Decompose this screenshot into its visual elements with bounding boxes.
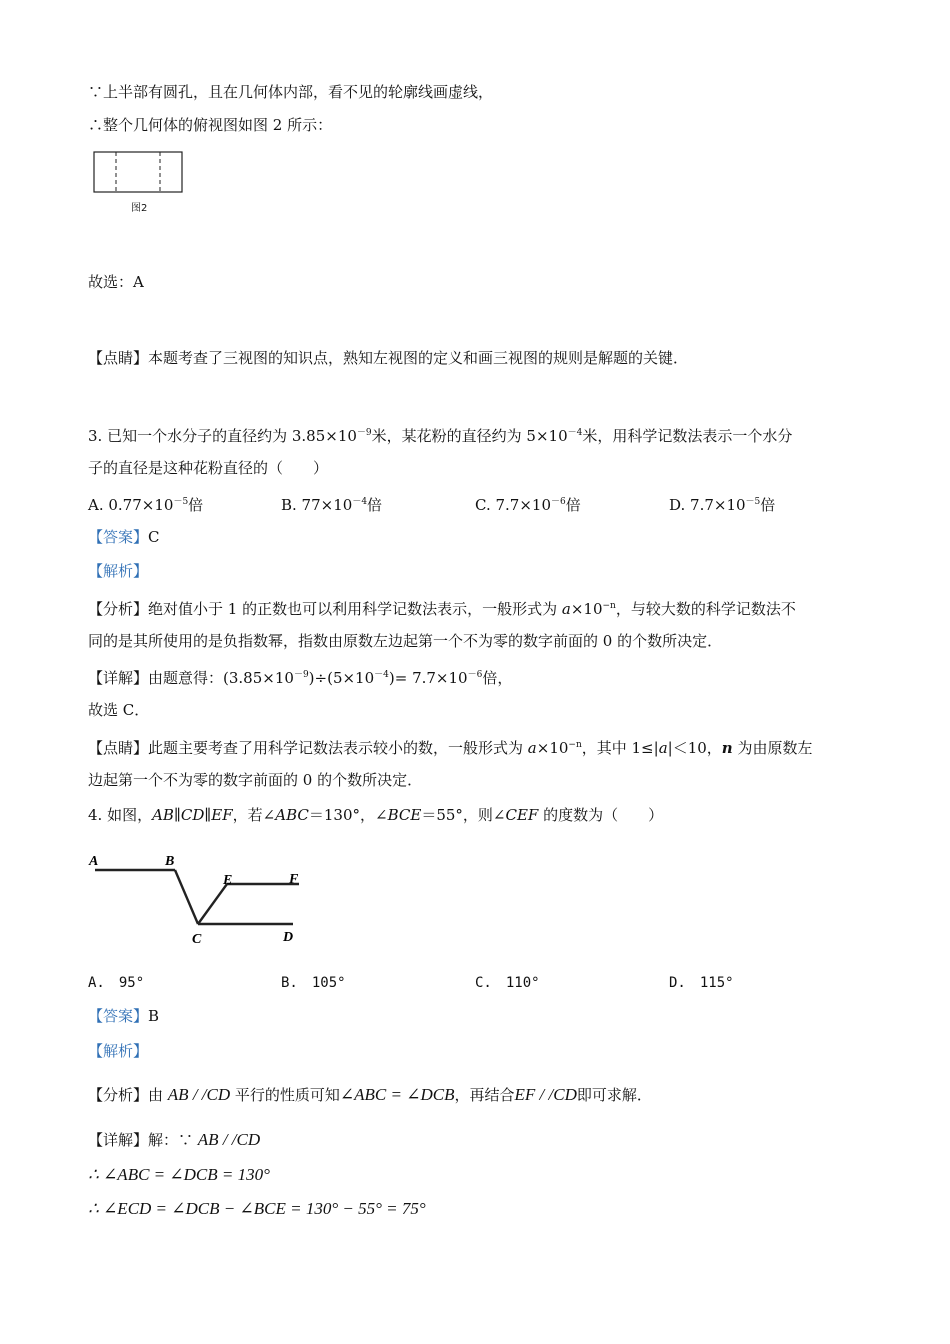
- math-var: a: [561, 600, 571, 618]
- text-span: 为由原数左: [732, 739, 813, 757]
- text-span: ，其中 1≤|: [581, 739, 659, 757]
- text-span: ×10: [570, 600, 603, 618]
- option-a: [88, 492, 203, 515]
- label-d: D: [283, 930, 294, 945]
- math-var: a: [527, 739, 537, 757]
- text-line: ∵上半部有圆孔，且在几何体内部，看不见的轮廓线画虚线，: [88, 83, 494, 101]
- label-e: E: [223, 873, 233, 888]
- exponent: －9: [356, 428, 372, 438]
- tag-analysis: 【解析】: [88, 562, 149, 580]
- tag-dianjing: 【点睛】: [88, 349, 149, 367]
- exponent: －6: [551, 497, 566, 507]
- answer-value: C: [148, 528, 160, 546]
- text-span: ，若∠: [232, 806, 276, 824]
- option-a: A. 95°: [88, 975, 145, 991]
- option-b: [281, 492, 382, 515]
- figure-parallel-lines: [85, 850, 315, 950]
- math-expr: ABC: [275, 806, 309, 824]
- analysis-line: [88, 1085, 652, 1105]
- exponent: －9: [293, 670, 309, 680]
- option-c: [475, 492, 581, 515]
- text-span: 的度数为（ ）: [538, 806, 664, 824]
- math-expr: ∠ABC = ∠DCB: [339, 1085, 455, 1104]
- text-span: 即可求解．: [576, 1086, 652, 1104]
- option-d: D. 115°: [669, 975, 734, 991]
- tag-fenxi: 【分析】: [88, 1086, 149, 1104]
- text-span: 绝对值小于 1 的正数也可以利用科学记数法表示，一般形式为: [148, 600, 562, 618]
- tag-xiangjie: 【详解】: [88, 1131, 149, 1149]
- text-line: 故选：A: [88, 273, 144, 291]
- text-span: )= 7.7×10: [388, 669, 468, 687]
- answer-line: [88, 527, 160, 547]
- exponent: －4: [374, 670, 389, 680]
- text-line: ∴整个几何体的俯视图如图 2 所示：: [88, 116, 333, 134]
- detail-line: [88, 665, 512, 688]
- exponent: −n: [602, 601, 616, 611]
- exponent: －4: [567, 428, 583, 438]
- label-b: B: [165, 854, 175, 869]
- text-span: 4. 如图，: [88, 806, 153, 824]
- math-expr: CEF: [505, 806, 539, 824]
- math-var: n: [721, 739, 733, 757]
- option-b: B. 105°: [281, 975, 346, 991]
- question-4-stem: [88, 805, 663, 825]
- text-span: ＝130°，∠: [308, 806, 388, 824]
- option-d: [669, 492, 775, 515]
- option-text: B. 77×10: [281, 496, 353, 514]
- text-span: 3. 已知一个水分子的直径约为 3.85×10: [88, 427, 357, 445]
- equation-line: ∴ ∠ECD = ∠DCB − ∠BCE = 130° − 55° = 75°: [88, 1199, 426, 1218]
- text-span: ×10: [536, 739, 569, 757]
- question-3-stem-line2: 子的直径是这种花粉直径的（ ）: [88, 459, 329, 477]
- text-span: 解：∵: [148, 1131, 198, 1149]
- text-span: ，与较大数的科学记数法不: [615, 600, 796, 618]
- tag-analysis: 【解析】: [88, 1042, 149, 1060]
- tag-fenxi: 【分析】: [88, 600, 149, 618]
- analysis-line: [88, 596, 796, 619]
- math-expr: AB∥CD∥EF: [152, 806, 233, 824]
- label-a: A: [89, 854, 99, 869]
- exponent: －5: [173, 497, 189, 507]
- option-unit: 倍: [565, 496, 581, 514]
- figure-2-top-view: [92, 150, 186, 196]
- exponent: －5: [745, 497, 761, 507]
- label-c: C: [192, 932, 202, 947]
- exponent: －6: [467, 670, 483, 680]
- text-span: 本题考查了三视图的知识点，熟知左视图的定义和画三视图的规则是解题的关键．: [148, 349, 689, 367]
- option-text: D. 7.7×10: [669, 496, 746, 514]
- text-span: 倍，: [482, 669, 513, 687]
- text-line: [88, 348, 688, 368]
- exponent: －4: [352, 497, 368, 507]
- option-c: C. 110°: [475, 975, 540, 991]
- text-span: )÷(5×10: [308, 669, 375, 687]
- text-span: |＜10，: [667, 739, 722, 757]
- option-text: C. 7.7×10: [475, 496, 551, 514]
- text-span: 由: [148, 1086, 168, 1104]
- option-unit: 倍: [760, 496, 776, 514]
- tag-xiangjie: 【详解】: [88, 669, 149, 687]
- text-line: 故选 C．: [88, 701, 150, 719]
- text-span: 此题主要考查了用科学记数法表示较小的数，一般形式为: [148, 739, 528, 757]
- option-unit: 倍: [188, 496, 204, 514]
- math-expr: BCE: [387, 806, 422, 824]
- text-span: 由题意得：(3.85×10: [148, 669, 294, 687]
- figure-2-caption: 图2: [131, 203, 148, 214]
- tag-dianjing: 【点睛】: [88, 739, 149, 757]
- answer-value: B: [148, 1007, 160, 1025]
- analysis-line: 同的是其所使用的是负指数幂，指数由原数左边起第一个不为零的数字前面的 0 的个数所决定．: [88, 632, 723, 650]
- math-expr: AB / /CD: [197, 1130, 261, 1149]
- math-expr: EF / /CD: [514, 1085, 577, 1104]
- math-expr: AB / /CD: [167, 1085, 231, 1104]
- tag-answer: 【答案】: [88, 528, 149, 546]
- tag-answer: 【答案】: [88, 1007, 149, 1025]
- text-span: 平行的性质可知: [230, 1086, 340, 1104]
- answer-line: [88, 1006, 159, 1026]
- summary-line: [88, 735, 812, 758]
- exponent: −n: [568, 740, 582, 750]
- label-f: F: [289, 872, 299, 887]
- summary-line: 边起第一个不为零的数字前面的 0 的个数所决定．: [88, 771, 423, 789]
- text-span: 米，某花粉的直径约为 5×10: [371, 427, 568, 445]
- equation-line: ∴ ∠ABC = ∠DCB = 130°: [88, 1165, 270, 1184]
- question-3-stem: [88, 423, 792, 446]
- text-span: ，再结合: [454, 1086, 515, 1104]
- math-var: a: [658, 739, 668, 757]
- option-text: A. 0.77×10: [88, 496, 174, 514]
- text-span: ＝55°，则∠: [421, 806, 506, 824]
- detail-line: [88, 1130, 260, 1150]
- text-span: 米，用科学记数法表示一个水分: [582, 427, 793, 445]
- option-unit: 倍: [367, 496, 383, 514]
